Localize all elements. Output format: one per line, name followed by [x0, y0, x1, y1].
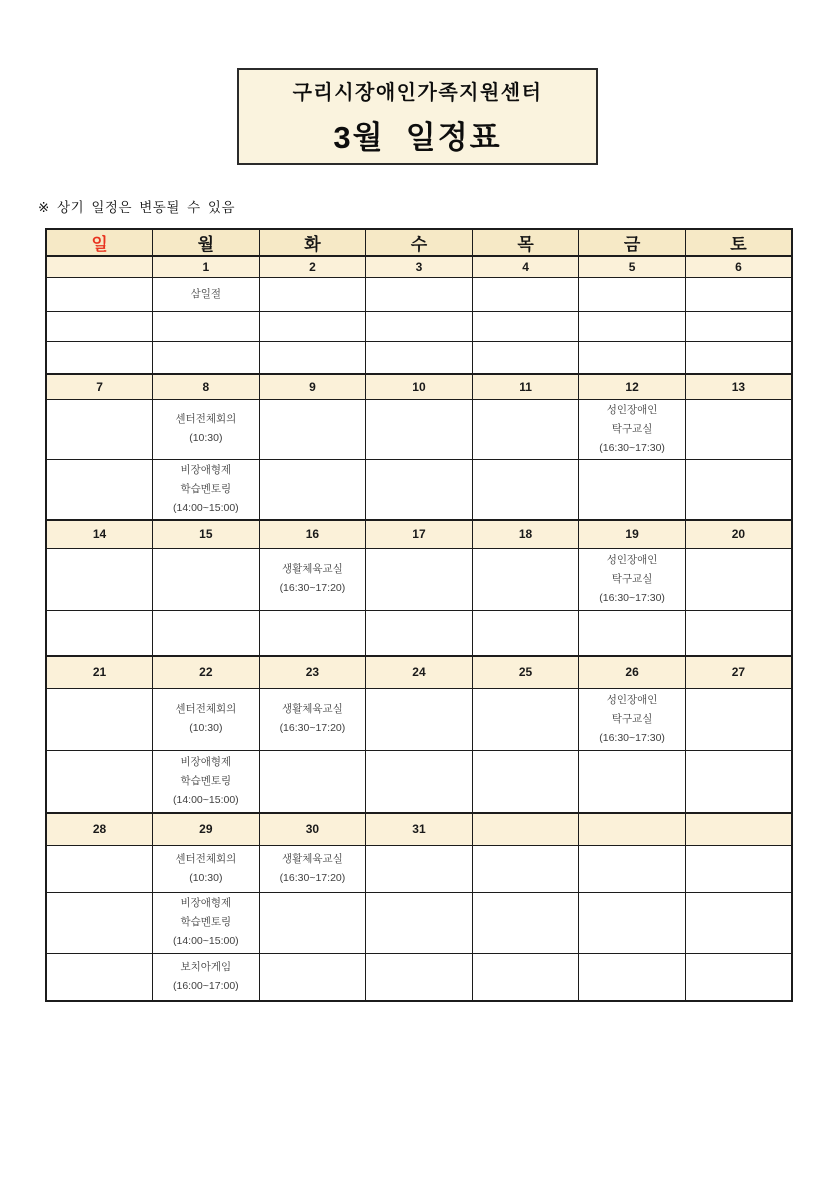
date-cell: 20: [685, 520, 792, 548]
date-cell: 29: [153, 813, 260, 845]
event-line: 성인장애인: [606, 553, 658, 566]
empty-cell: [259, 341, 366, 374]
empty-cell: [366, 688, 473, 750]
empty-cell: [472, 892, 579, 953]
event-line: 학습멘토링: [180, 916, 232, 928]
empty-cell: [46, 399, 153, 459]
empty-cell: [259, 399, 366, 459]
event-line: 탁구교실: [611, 572, 653, 585]
day-header-2: 화: [259, 229, 366, 256]
week-1-events-row-1: [46, 277, 792, 311]
empty-cell: [685, 548, 792, 610]
empty-cell: [259, 892, 366, 953]
week-3-events-row-1: [46, 548, 792, 610]
event-line: 센터전체회의: [175, 852, 237, 865]
event-line: (16:00~17:00): [173, 979, 239, 992]
date-cell: 28: [46, 813, 153, 845]
event-cell: [153, 750, 260, 813]
empty-cell: [46, 892, 153, 953]
event-line: (14:00~15:00): [173, 793, 239, 806]
schedule-change-note: ※ 상기 일정은 변동될 수 있음: [38, 200, 236, 215]
empty-cell: [366, 845, 473, 892]
empty-cell: [579, 845, 686, 892]
empty-cell: [366, 399, 473, 459]
empty-cell: [259, 459, 366, 520]
empty-cell: [46, 341, 153, 374]
event-cell: [579, 548, 686, 610]
date-cell: 3: [366, 256, 473, 277]
empty-cell: [579, 750, 686, 813]
empty-cell: [472, 845, 579, 892]
empty-cell: [579, 953, 686, 1001]
date-cell: 16: [259, 520, 366, 548]
empty-cell: [46, 459, 153, 520]
empty-cell: [259, 750, 366, 813]
empty-cell: [579, 277, 686, 311]
event-line: 탁구교실: [611, 712, 653, 725]
date-cell: 26: [579, 656, 686, 688]
event-line: 비장애형제: [180, 897, 232, 909]
day-header-0: 일: [46, 229, 153, 256]
week-3-events-row-2: [46, 610, 792, 656]
empty-cell: [685, 399, 792, 459]
empty-cell: [472, 688, 579, 750]
event-cell: [579, 399, 686, 459]
event-line: 비장애형제: [180, 755, 232, 768]
empty-cell: [685, 459, 792, 520]
date-cell: 13: [685, 374, 792, 399]
empty-cell: [685, 892, 792, 953]
center-name: 구리시장애인가족지원센터: [292, 82, 543, 104]
empty-cell: [153, 311, 260, 341]
week-5-events-row-1: [46, 845, 792, 892]
event-line: (10:30): [189, 871, 223, 884]
date-cell: 2: [259, 256, 366, 277]
week-2-events-row-1: [46, 399, 792, 459]
date-cell: [685, 813, 792, 845]
event-cell: [153, 953, 260, 1001]
date-cell: 18: [472, 520, 579, 548]
empty-cell: [472, 548, 579, 610]
date-cell: 15: [153, 520, 260, 548]
event-line: 비장애형제: [180, 463, 232, 476]
empty-cell: [685, 610, 792, 656]
date-cell: 1: [153, 256, 260, 277]
empty-cell: [472, 953, 579, 1001]
event-line: 센터전체회의: [175, 703, 237, 715]
empty-cell: [259, 311, 366, 341]
empty-cell: [685, 341, 792, 374]
date-cell: 31: [366, 813, 473, 845]
event-cell: [153, 845, 260, 892]
date-cell: 25: [472, 656, 579, 688]
calendar-table: [45, 228, 793, 1002]
date-cell: 17: [366, 520, 473, 548]
week-1-events-row-3: [46, 341, 792, 374]
date-cell: 23: [259, 656, 366, 688]
week-4-events-row-2: [46, 750, 792, 813]
empty-cell: [472, 399, 579, 459]
week-5-events-row-3: [46, 953, 792, 1001]
empty-cell: [366, 892, 473, 953]
empty-cell: [685, 688, 792, 750]
event-line: (16:30~17:30): [599, 731, 665, 744]
empty-cell: [579, 459, 686, 520]
empty-cell: [685, 953, 792, 1001]
empty-cell: [259, 277, 366, 311]
empty-cell: [579, 341, 686, 374]
event-line: (14:00~15:00): [173, 935, 239, 947]
empty-cell: [366, 277, 473, 311]
day-header-5: 금: [579, 229, 686, 256]
event-line: (10:30): [189, 432, 223, 444]
date-cell: 22: [153, 656, 260, 688]
event-cell: [153, 459, 260, 520]
date-cell: 10: [366, 374, 473, 399]
empty-cell: [579, 892, 686, 953]
event-line: (16:30~17:20): [279, 582, 346, 594]
empty-cell: [472, 610, 579, 656]
empty-cell: [366, 610, 473, 656]
empty-cell: [46, 688, 153, 750]
event-cell: [153, 399, 260, 459]
empty-cell: [46, 548, 153, 610]
event-line: (16:30~17:20): [279, 871, 346, 884]
week-1-events-row-2: [46, 311, 792, 341]
event-cell: [579, 688, 686, 750]
empty-cell: [46, 277, 153, 311]
page-title: 3월 일정표: [333, 120, 502, 155]
event-line: (10:30): [189, 722, 223, 734]
event-line: (16:30~17:20): [279, 722, 346, 734]
empty-cell: [153, 548, 260, 610]
title-box: [237, 68, 598, 165]
event-line: 보치아게임: [180, 960, 232, 973]
empty-cell: [259, 610, 366, 656]
date-cell: [472, 813, 579, 845]
date-cell: 21: [46, 656, 153, 688]
event-cell: [153, 892, 260, 953]
event-line: 생활체육교실: [281, 703, 343, 715]
empty-cell: [685, 277, 792, 311]
date-cell: 7: [46, 374, 153, 399]
empty-cell: [259, 953, 366, 1001]
empty-cell: [46, 845, 153, 892]
empty-cell: [153, 341, 260, 374]
empty-cell: [579, 610, 686, 656]
empty-cell: [366, 311, 473, 341]
event-cell: [153, 688, 260, 750]
empty-cell: [472, 459, 579, 520]
empty-cell: [472, 311, 579, 341]
event-line: 센터전체회의: [175, 413, 237, 425]
day-header-row: [46, 229, 792, 256]
day-header-3: 수: [366, 229, 473, 256]
event-line: 삼일절: [190, 287, 222, 300]
day-header-1: 월: [153, 229, 260, 256]
event-line: 성인장애인: [606, 403, 658, 416]
event-cell: [259, 688, 366, 750]
calendar-body: [46, 256, 792, 1001]
event-line: 학습멘토링: [180, 774, 232, 787]
date-cell: [46, 256, 153, 277]
week-5-date-row: [46, 813, 792, 845]
empty-cell: [472, 277, 579, 311]
event-cell: [259, 845, 366, 892]
date-cell: 11: [472, 374, 579, 399]
empty-cell: [366, 548, 473, 610]
week-3-date-row: [46, 520, 792, 548]
event-line: 생활체육교실: [281, 852, 343, 865]
event-line: 탁구교실: [611, 422, 653, 435]
empty-cell: [472, 341, 579, 374]
date-cell: 24: [366, 656, 473, 688]
empty-cell: [366, 459, 473, 520]
date-cell: 30: [259, 813, 366, 845]
date-cell: 8: [153, 374, 260, 399]
event-line: (16:30~17:30): [599, 441, 665, 454]
event-line: 생활체육교실: [281, 563, 343, 575]
empty-cell: [366, 341, 473, 374]
week-1-date-row: [46, 256, 792, 277]
calendar-head: [46, 229, 792, 256]
date-cell: 27: [685, 656, 792, 688]
empty-cell: [685, 750, 792, 813]
date-cell: 4: [472, 256, 579, 277]
week-2-events-row-2: [46, 459, 792, 520]
empty-cell: [46, 311, 153, 341]
empty-cell: [472, 750, 579, 813]
date-cell: 14: [46, 520, 153, 548]
event-cell: [259, 548, 366, 610]
week-5-events-row-2: [46, 892, 792, 953]
empty-cell: [579, 311, 686, 341]
week-4-date-row: [46, 656, 792, 688]
event-line: (14:00~15:00): [173, 501, 239, 514]
empty-cell: [46, 750, 153, 813]
empty-cell: [685, 845, 792, 892]
event-line: 학습멘토링: [180, 482, 232, 495]
empty-cell: [685, 311, 792, 341]
date-cell: 12: [579, 374, 686, 399]
date-cell: 19: [579, 520, 686, 548]
day-header-4: 목: [472, 229, 579, 256]
empty-cell: [366, 750, 473, 813]
empty-cell: [153, 610, 260, 656]
date-cell: 6: [685, 256, 792, 277]
event-line: (16:30~17:30): [599, 591, 665, 604]
empty-cell: [46, 953, 153, 1001]
event-cell: [153, 277, 260, 311]
empty-cell: [366, 953, 473, 1001]
event-line: 성인장애인: [606, 693, 658, 706]
empty-cell: [46, 610, 153, 656]
date-cell: 5: [579, 256, 686, 277]
day-header-6: 토: [685, 229, 792, 256]
week-2-date-row: [46, 374, 792, 399]
date-cell: [579, 813, 686, 845]
date-cell: 9: [259, 374, 366, 399]
week-4-events-row-1: [46, 688, 792, 750]
